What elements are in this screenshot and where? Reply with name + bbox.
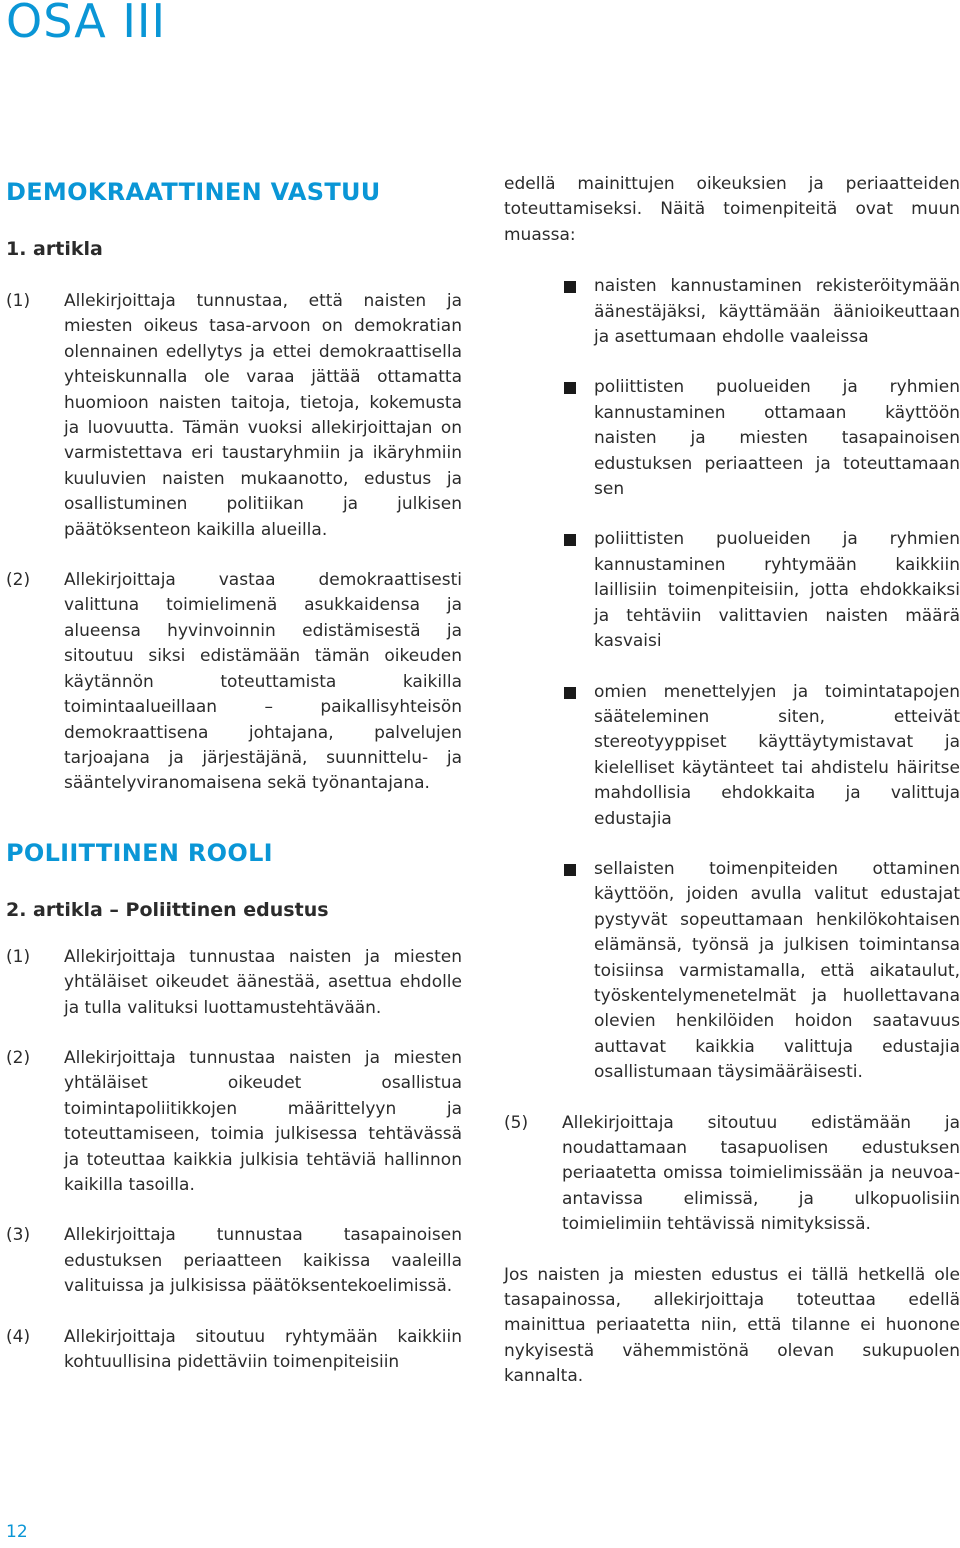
article-1-paragraph-1 <box>6 289 462 543</box>
bullet-item <box>504 527 960 654</box>
paragraph-text: Allekirjoittaja vastaa demokraattisesti valittuna toimielimenä asukkaidensa ja alueensa hyvinvoinnin edistämisestä ja sitoutuu siksi edistämään tämän oikeuden käytännön toteuttamista kaikilla toimintaalueillaan – paikallisyhteisön demokraattisena johtajana, palvelujen tarjoajana ja järjestäjänä, suunnittelu- ja sääntelyviranomaisena sekä työnantajana. <box>64 570 462 794</box>
bullet-item <box>504 857 960 1086</box>
square-bullet-icon <box>564 382 576 394</box>
article-2-paragraph-4 <box>6 1325 462 1376</box>
paragraph-text: Allekirjoittaja tunnustaa tasapainoisen edustuksen periaatteen kaikissa vaaleilla valituissa ja julkisissa päätöksentekoelimissä. <box>64 1225 462 1297</box>
bullet-item <box>504 274 960 350</box>
article-1-paragraph-2 <box>6 568 462 797</box>
paragraph-number: (1) <box>6 946 31 967</box>
square-bullet-icon <box>564 281 576 293</box>
bullet-text: poliittisten puolueiden ja ryhmien kannustaminen ottamaan käyttöön naisten ja miesten tasapainoisen edustuksen periaatteen ja toteuttamaan sen <box>594 377 960 500</box>
paragraph-number: (2) <box>6 570 31 591</box>
right-column <box>504 172 960 1390</box>
left-column <box>6 170 462 1375</box>
measures-intro: edellä mainittujen oikeuksien ja periaatteiden toteuttamiseksi. Näitä toimenpiteitä ovat muun muassa: <box>504 174 960 245</box>
square-bullet-icon <box>564 534 576 546</box>
article-2-paragraph-3 <box>6 1223 462 1299</box>
bullet-text: poliittisten puolueiden ja ryhmien kannustaminen ryhtymään kaikkiin laillisiin toimenpiteisiin, jotta ehdokkaiksi ja tehtäviin valittavien naisten määrä kasvaisi <box>594 529 960 652</box>
article-2-title: 2. artikla – Poliittinen edustus <box>6 898 329 921</box>
bullet-text: naisten kannustaminen rekisteröitymään äänestäjäksi, käyttämään äänioikeuttaan ja asettumaan ehdolle vaaleissa <box>594 276 960 348</box>
bullet-item <box>504 375 960 502</box>
section-title-political-role: POLIITTINEN ROOLI <box>6 838 273 867</box>
paragraph-text: Allekirjoittaja tunnustaa naisten ja miesten yhtäläiset oikeudet äänestää, asettua ehdolle ja tulla valituksi luottamustehtävään. <box>64 946 462 1018</box>
article-1-title: 1. artikla <box>6 238 103 260</box>
part-title: OSA III <box>6 0 167 48</box>
closing-paragraph: Jos naisten ja miesten edustus ei tällä hetkellä ole tasapainossa, allekirjoittaja toteuttaa edellä mainittua periaatetta niin, että tilanne ei huonone nykyisestä vähemmistönä olevan sukupuolen kannalta. <box>504 1264 960 1387</box>
article-2-paragraph-2 <box>6 1046 462 1198</box>
square-bullet-icon <box>564 864 576 876</box>
paragraph-text: Allekirjoittaja tunnustaa naisten ja miesten yhtäläiset oikeudet osallistua toimintapoliitikkojen määrittelyyn ja toteuttamiseen, toimia julkisessa tehtävässä ja toteuttaa kaikkia julkisia tehtäviä hallinnon kaikilla tasoilla. <box>64 1047 462 1195</box>
bullet-item <box>504 680 960 832</box>
page-number: 12 <box>6 1522 28 1542</box>
paragraph-number: (2) <box>6 1047 31 1068</box>
paragraph-number: (4) <box>6 1326 31 1347</box>
paragraph-number: (5) <box>504 1112 529 1133</box>
paragraph-text: Allekirjoittaja sitoutuu edistämään ja noudattamaan tasapuolisen edustuksen periaatetta omissa toimielimissään ja neuvoa-antavissa elimissä, ja ulkopuolisiin toimielimiin tehtävissä nimityksissä. <box>562 1112 960 1235</box>
article-2-paragraph-1 <box>6 945 462 1021</box>
article-2-paragraph-5 <box>504 1111 960 1238</box>
square-bullet-icon <box>564 687 576 699</box>
section-title-democratic-responsibility: DEMOKRAATTINEN VASTUU <box>6 178 381 206</box>
paragraph-number: (3) <box>6 1225 31 1246</box>
paragraph-number: (1) <box>6 291 31 311</box>
bullet-text: sellaisten toimenpiteiden ottaminen käyttöön, joiden avulla valitut edustajat pystyvät sopeuttamaan henkilökohtaisen elämänsä, työnsä ja julkisen toimintansa toisiinsa varmistamalla, että aikataulut, työskentelymenetelmät ja huollettavana olevien henkilöiden hoidon saatavuus auttavat kaikkia valittuja edustajia osallistumaan täysimääräisesti. <box>594 858 960 1083</box>
paragraph-text: Allekirjoittaja sitoutuu ryhtymään kaikkiin kohtuullisina pidettäviin toimenpiteisiin <box>64 1326 462 1372</box>
paragraph-text: Allekirjoittaja tunnustaa, että naisten ja miesten oikeus tasa-arvoon on demokratian olennainen edellytys ja ettei demokraattisella yhteiskunnalla ole varaa jättää ottamatta huomioon naisten taitoja, tietoja, kokemusta ja luovuutta. Tämän vuoksi allekirjoittajan on varmistettava eri taustaryhmiin ja ikäryhmiin kuuluvien naisten mukaanotto, edustus ja osallistuminen politiikan ja julkisen päätöksenteon kaikilla alueilla. <box>64 291 462 540</box>
bullet-text: omien menettelyjen ja toimintatapojen sääteleminen siten, etteivät stereotyyppiset käyttäytymistavat ja kielelliset käytänteet tai ahdistelu häiritse mahdollisia ehdokkaita ja valittuja edustajia <box>594 681 960 829</box>
